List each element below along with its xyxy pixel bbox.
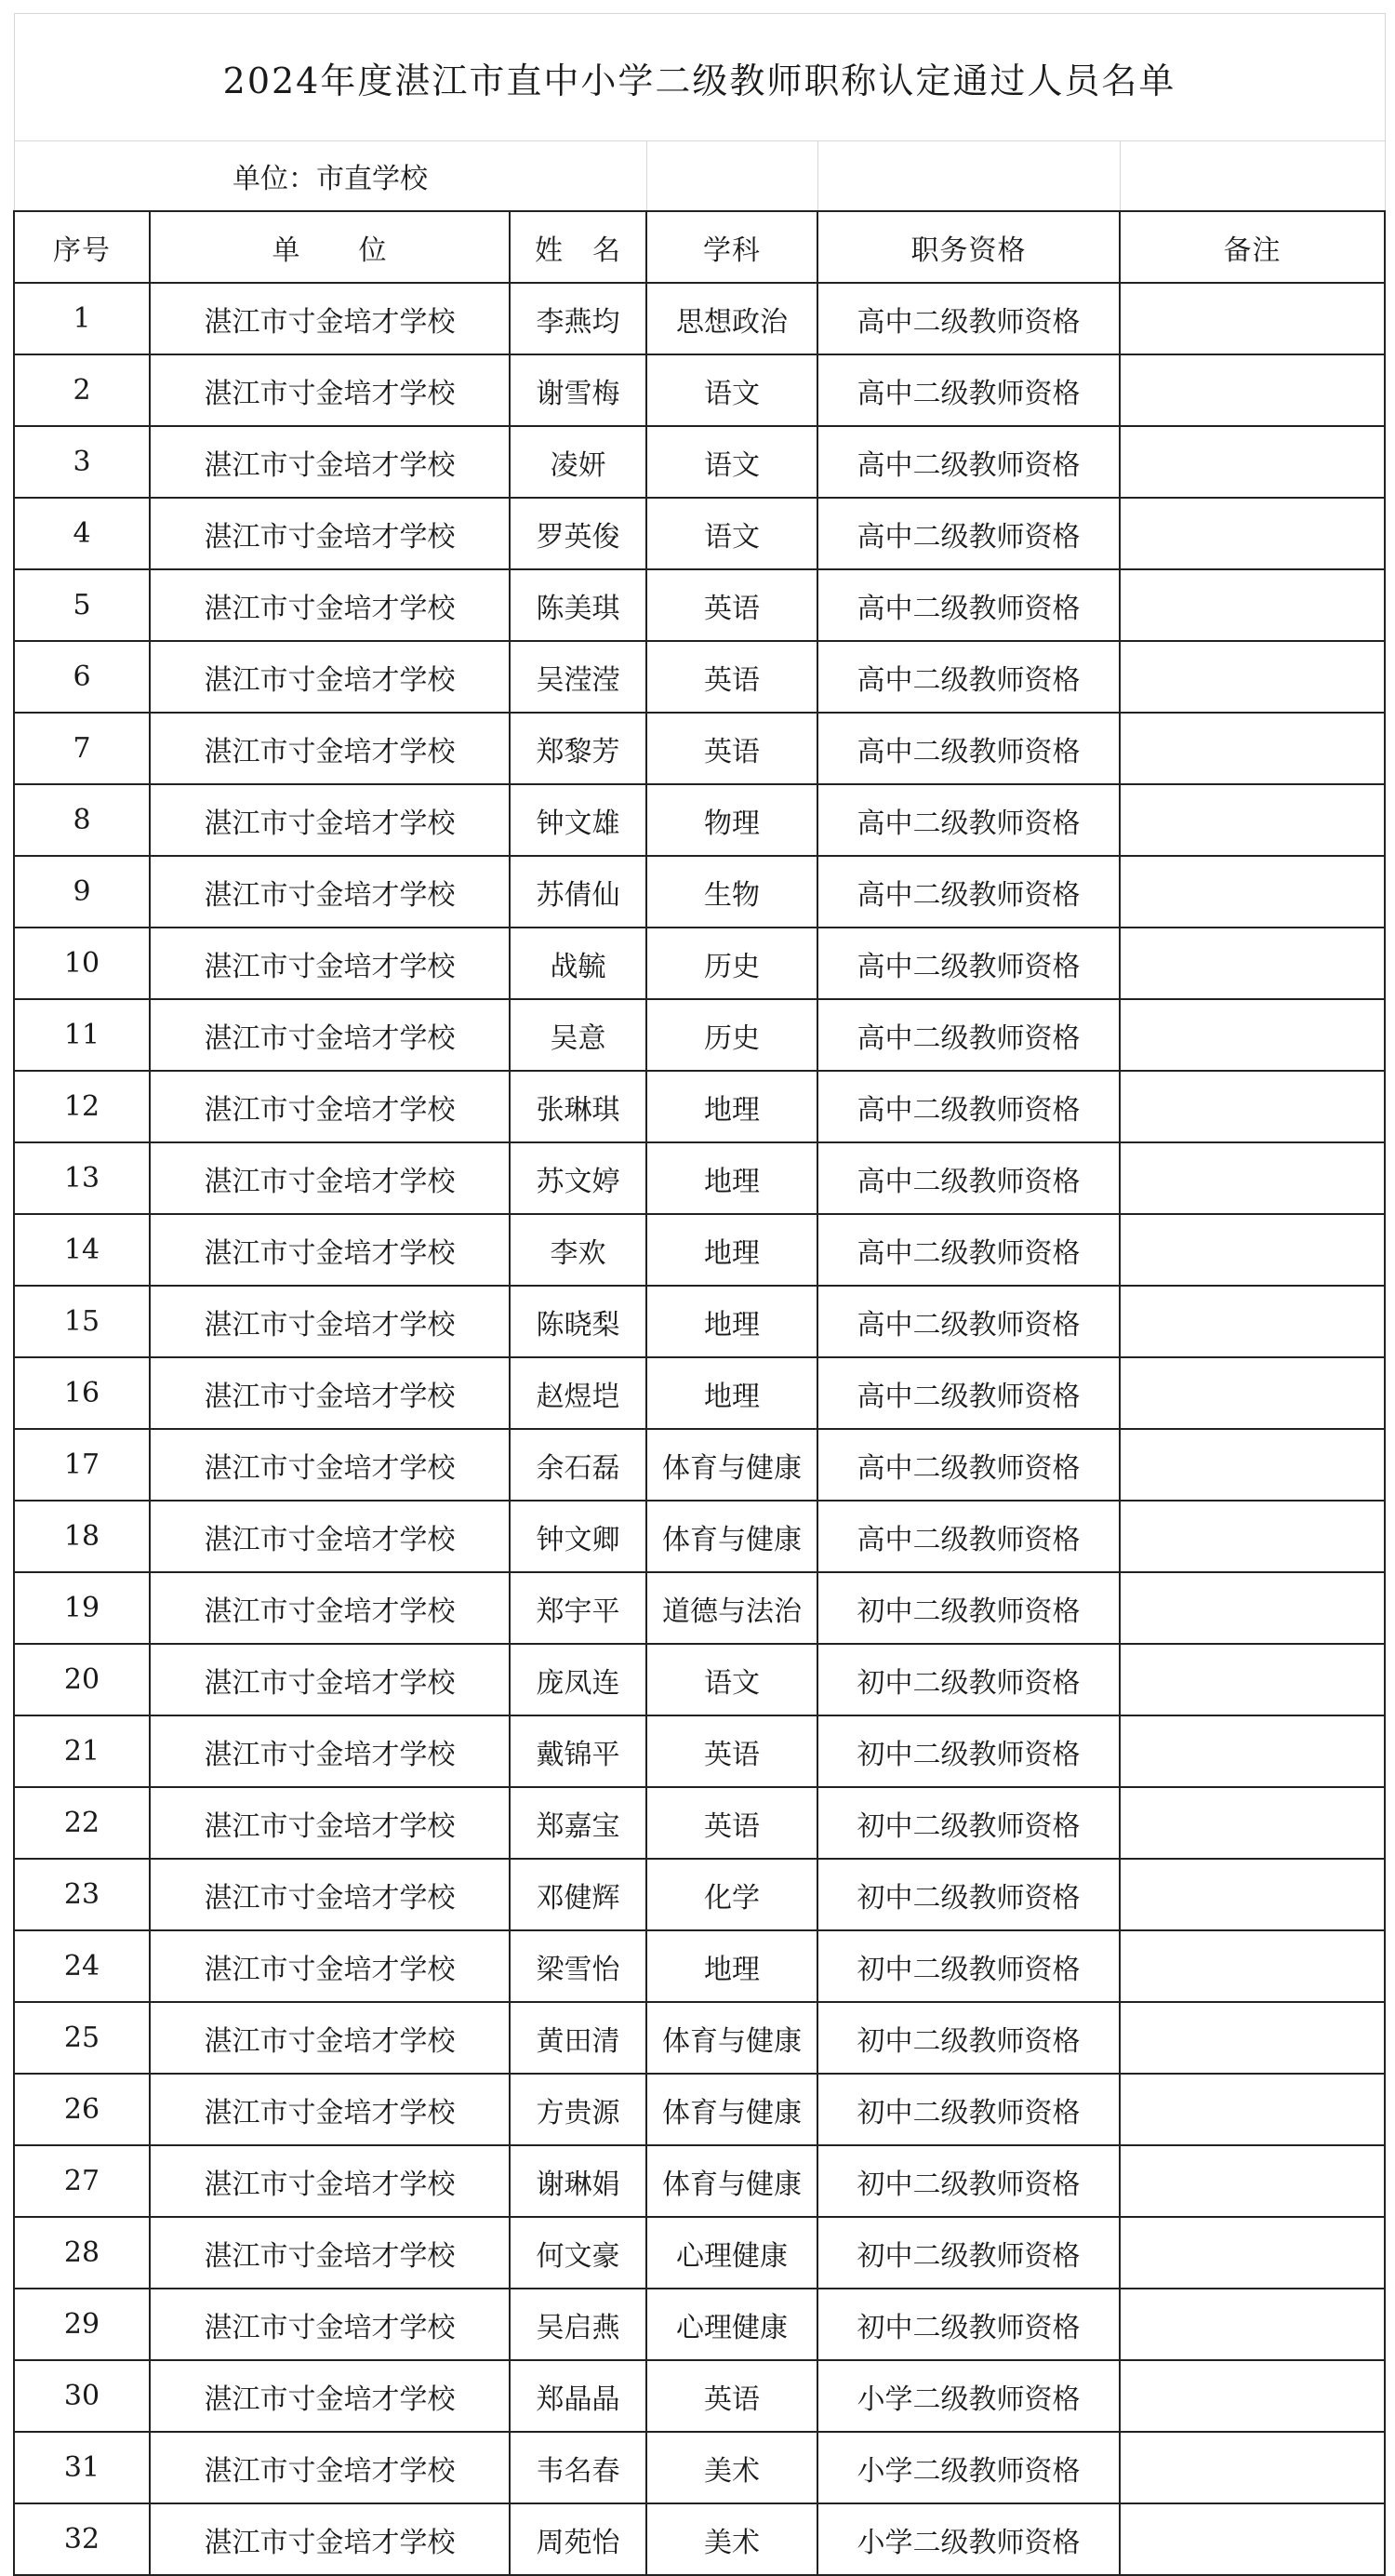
cell-qualification: 高中二级教师资格 [817, 283, 1120, 354]
cell-name: 张琳琪 [510, 1071, 646, 1142]
cell-seq: 9 [14, 856, 150, 928]
title-row [14, 14, 1385, 141]
cell-remark [1120, 569, 1385, 641]
cell-seq: 19 [14, 1572, 150, 1644]
cell-name: 苏文婷 [510, 1142, 646, 1214]
cell-name: 梁雪怡 [510, 1930, 646, 2002]
table-row [14, 713, 1385, 784]
cell-remark [1120, 426, 1385, 498]
cell-remark [1120, 283, 1385, 354]
cell-unit: 湛江市寸金培才学校 [150, 999, 510, 1071]
table-row [14, 2002, 1385, 2074]
cell-remark [1120, 2002, 1385, 2074]
unit-row-empty-cell [1120, 141, 1385, 212]
cell-subject: 语文 [646, 354, 817, 426]
cell-unit: 湛江市寸金培才学校 [150, 569, 510, 641]
cell-unit: 湛江市寸金培才学校 [150, 641, 510, 713]
cell-name: 赵煜垲 [510, 1357, 646, 1429]
cell-seq: 24 [14, 1930, 150, 2002]
cell-name: 何文豪 [510, 2217, 646, 2289]
cell-remark [1120, 2145, 1385, 2217]
cell-unit: 湛江市寸金培才学校 [150, 1429, 510, 1501]
cell-qualification: 初中二级教师资格 [817, 2289, 1120, 2360]
cell-qualification: 初中二级教师资格 [817, 2002, 1120, 2074]
cell-subject: 化学 [646, 1859, 817, 1930]
cell-unit: 湛江市寸金培才学校 [150, 1572, 510, 1644]
cell-name: 韦名春 [510, 2432, 646, 2503]
cell-seq: 16 [14, 1357, 150, 1429]
cell-subject: 地理 [646, 1930, 817, 2002]
cell-name: 谢琳娟 [510, 2145, 646, 2217]
cell-qualification: 高中二级教师资格 [817, 354, 1120, 426]
cell-remark [1120, 1214, 1385, 1286]
cell-subject: 英语 [646, 2360, 817, 2432]
cell-subject: 体育与健康 [646, 2002, 817, 2074]
cell-subject: 地理 [646, 1214, 817, 1286]
cell-name: 苏倩仙 [510, 856, 646, 928]
table-row [14, 1286, 1385, 1357]
cell-name: 方贵源 [510, 2074, 646, 2145]
header-row [14, 211, 1385, 283]
cell-seq: 7 [14, 713, 150, 784]
cell-subject: 语文 [646, 426, 817, 498]
cell-remark [1120, 354, 1385, 426]
cell-qualification: 高中二级教师资格 [817, 713, 1120, 784]
table-row [14, 1644, 1385, 1715]
cell-subject: 历史 [646, 928, 817, 999]
cell-unit: 湛江市寸金培才学校 [150, 2145, 510, 2217]
table-row [14, 784, 1385, 856]
cell-unit: 湛江市寸金培才学校 [150, 1142, 510, 1214]
unit-row [14, 141, 1385, 212]
cell-qualification: 高中二级教师资格 [817, 1501, 1120, 1572]
cell-seq: 8 [14, 784, 150, 856]
cell-unit: 湛江市寸金培才学校 [150, 2217, 510, 2289]
cell-subject: 历史 [646, 999, 817, 1071]
cell-unit: 湛江市寸金培才学校 [150, 784, 510, 856]
cell-seq: 22 [14, 1787, 150, 1859]
cell-name: 陈美琪 [510, 569, 646, 641]
cell-unit: 湛江市寸金培才学校 [150, 2002, 510, 2074]
cell-subject: 体育与健康 [646, 1501, 817, 1572]
cell-qualification: 高中二级教师资格 [817, 928, 1120, 999]
cell-remark [1120, 928, 1385, 999]
cell-unit: 湛江市寸金培才学校 [150, 1859, 510, 1930]
table-row [14, 999, 1385, 1071]
cell-qualification: 初中二级教师资格 [817, 2145, 1120, 2217]
cell-remark [1120, 1286, 1385, 1357]
cell-seq: 13 [14, 1142, 150, 1214]
cell-seq: 20 [14, 1644, 150, 1715]
cell-name: 郑黎芳 [510, 713, 646, 784]
cell-qualification: 高中二级教师资格 [817, 569, 1120, 641]
cell-name: 李燕均 [510, 283, 646, 354]
cell-remark [1120, 1142, 1385, 1214]
cell-subject: 地理 [646, 1071, 817, 1142]
cell-subject: 生物 [646, 856, 817, 928]
cell-remark [1120, 1859, 1385, 1930]
cell-unit: 湛江市寸金培才学校 [150, 426, 510, 498]
cell-subject: 美术 [646, 2432, 817, 2503]
cell-unit: 湛江市寸金培才学校 [150, 1644, 510, 1715]
cell-remark [1120, 1357, 1385, 1429]
cell-qualification: 高中二级教师资格 [817, 1071, 1120, 1142]
table-row [14, 1787, 1385, 1859]
cell-seq: 28 [14, 2217, 150, 2289]
unit-row-empty-cell [646, 141, 817, 212]
header-name: 姓 名 [510, 211, 646, 283]
cell-seq: 32 [14, 2503, 150, 2575]
table-row [14, 1859, 1385, 1930]
cell-seq: 23 [14, 1859, 150, 1930]
cell-qualification: 高中二级教师资格 [817, 1142, 1120, 1214]
cell-subject: 英语 [646, 641, 817, 713]
table-row [14, 1142, 1385, 1214]
cell-subject: 物理 [646, 784, 817, 856]
header-subject: 学科 [646, 211, 817, 283]
unit-label: 单位：市直学校 [14, 141, 646, 212]
cell-name: 吴启燕 [510, 2289, 646, 2360]
cell-seq: 10 [14, 928, 150, 999]
table-row [14, 1429, 1385, 1501]
cell-remark [1120, 2289, 1385, 2360]
cell-qualification: 高中二级教师资格 [817, 856, 1120, 928]
cell-seq: 12 [14, 1071, 150, 1142]
cell-seq: 5 [14, 569, 150, 641]
table-row [14, 2432, 1385, 2503]
header-unit: 单 位 [150, 211, 510, 283]
cell-qualification: 高中二级教师资格 [817, 1214, 1120, 1286]
cell-subject: 美术 [646, 2503, 817, 2575]
cell-subject: 地理 [646, 1142, 817, 1214]
table-row [14, 1501, 1385, 1572]
cell-name: 凌妍 [510, 426, 646, 498]
cell-seq: 25 [14, 2002, 150, 2074]
table-row [14, 2145, 1385, 2217]
cell-qualification: 小学二级教师资格 [817, 2360, 1120, 2432]
cell-name: 周苑怡 [510, 2503, 646, 2575]
cell-unit: 湛江市寸金培才学校 [150, 1286, 510, 1357]
table-row [14, 2217, 1385, 2289]
cell-unit: 湛江市寸金培才学校 [150, 1071, 510, 1142]
cell-subject: 英语 [646, 569, 817, 641]
cell-qualification: 高中二级教师资格 [817, 641, 1120, 713]
cell-name: 李欢 [510, 1214, 646, 1286]
cell-unit: 湛江市寸金培才学校 [150, 1715, 510, 1787]
cell-unit: 湛江市寸金培才学校 [150, 2432, 510, 2503]
cell-subject: 地理 [646, 1357, 817, 1429]
cell-remark [1120, 1787, 1385, 1859]
cell-seq: 17 [14, 1429, 150, 1501]
cell-unit: 湛江市寸金培才学校 [150, 498, 510, 569]
table-row [14, 641, 1385, 713]
cell-remark [1120, 1572, 1385, 1644]
table-row [14, 2074, 1385, 2145]
cell-unit: 湛江市寸金培才学校 [150, 2503, 510, 2575]
cell-unit: 湛江市寸金培才学校 [150, 1214, 510, 1286]
cell-unit: 湛江市寸金培才学校 [150, 1501, 510, 1572]
table-row [14, 1572, 1385, 1644]
header-remark: 备注 [1120, 211, 1385, 283]
cell-subject: 体育与健康 [646, 2074, 817, 2145]
cell-qualification: 初中二级教师资格 [817, 1572, 1120, 1644]
cell-name: 陈晓梨 [510, 1286, 646, 1357]
cell-name: 谢雪梅 [510, 354, 646, 426]
cell-remark [1120, 1501, 1385, 1572]
cell-subject: 语文 [646, 1644, 817, 1715]
table-row [14, 1071, 1385, 1142]
cell-remark [1120, 1071, 1385, 1142]
cell-remark [1120, 2217, 1385, 2289]
cell-remark [1120, 784, 1385, 856]
cell-name: 庞凤连 [510, 1644, 646, 1715]
cell-remark [1120, 641, 1385, 713]
cell-remark [1120, 498, 1385, 569]
cell-seq: 26 [14, 2074, 150, 2145]
table-row [14, 2289, 1385, 2360]
cell-qualification: 高中二级教师资格 [817, 1286, 1120, 1357]
table-row [14, 1930, 1385, 2002]
cell-seq: 14 [14, 1214, 150, 1286]
table-row [14, 498, 1385, 569]
table-row [14, 569, 1385, 641]
cell-name: 战毓 [510, 928, 646, 999]
cell-seq: 30 [14, 2360, 150, 2432]
cell-seq: 27 [14, 2145, 150, 2217]
cell-remark [1120, 2360, 1385, 2432]
cell-seq: 29 [14, 2289, 150, 2360]
cell-unit: 湛江市寸金培才学校 [150, 2074, 510, 2145]
cell-seq: 4 [14, 498, 150, 569]
cell-qualification: 初中二级教师资格 [817, 1787, 1120, 1859]
cell-seq: 1 [14, 283, 150, 354]
cell-subject: 英语 [646, 713, 817, 784]
cell-name: 郑宇平 [510, 1572, 646, 1644]
cell-name: 郑晶晶 [510, 2360, 646, 2432]
cell-unit: 湛江市寸金培才学校 [150, 1357, 510, 1429]
table-row [14, 1715, 1385, 1787]
cell-subject: 心理健康 [646, 2217, 817, 2289]
cell-qualification: 高中二级教师资格 [817, 426, 1120, 498]
table-row [14, 856, 1385, 928]
unit-row-empty-cell [817, 141, 1120, 212]
cell-subject: 语文 [646, 498, 817, 569]
cell-qualification: 高中二级教师资格 [817, 498, 1120, 569]
cell-qualification: 初中二级教师资格 [817, 1644, 1120, 1715]
cell-seq: 3 [14, 426, 150, 498]
cell-unit: 湛江市寸金培才学校 [150, 928, 510, 999]
table-row [14, 928, 1385, 999]
cell-name: 邓健辉 [510, 1859, 646, 1930]
cell-name: 戴锦平 [510, 1715, 646, 1787]
cell-qualification: 高中二级教师资格 [817, 1357, 1120, 1429]
cell-unit: 湛江市寸金培才学校 [150, 2360, 510, 2432]
cell-remark [1120, 2074, 1385, 2145]
cell-qualification: 初中二级教师资格 [817, 1859, 1120, 1930]
cell-remark [1120, 856, 1385, 928]
cell-qualification: 小学二级教师资格 [817, 2503, 1120, 2575]
cell-name: 罗英俊 [510, 498, 646, 569]
cell-remark [1120, 2503, 1385, 2575]
cell-qualification: 初中二级教师资格 [817, 2074, 1120, 2145]
cell-name: 余石磊 [510, 1429, 646, 1501]
cell-qualification: 高中二级教师资格 [817, 999, 1120, 1071]
cell-unit: 湛江市寸金培才学校 [150, 354, 510, 426]
cell-unit: 湛江市寸金培才学校 [150, 1787, 510, 1859]
cell-seq: 15 [14, 1286, 150, 1357]
page-title: 2024年度湛江市直中小学二级教师职称认定通过人员名单 [14, 14, 1385, 141]
cell-seq: 11 [14, 999, 150, 1071]
cell-seq: 21 [14, 1715, 150, 1787]
cell-unit: 湛江市寸金培才学校 [150, 856, 510, 928]
cell-qualification: 高中二级教师资格 [817, 1429, 1120, 1501]
header-seq: 序号 [14, 211, 150, 283]
cell-seq: 2 [14, 354, 150, 426]
cell-qualification: 初中二级教师资格 [817, 2217, 1120, 2289]
header-qualification: 职务资格 [817, 211, 1120, 283]
table-row [14, 1214, 1385, 1286]
cell-remark [1120, 1930, 1385, 2002]
table-row [14, 1357, 1385, 1429]
cell-name: 钟文雄 [510, 784, 646, 856]
cell-qualification: 高中二级教师资格 [817, 784, 1120, 856]
cell-remark [1120, 1429, 1385, 1501]
cell-subject: 英语 [646, 1787, 817, 1859]
cell-subject: 地理 [646, 1286, 817, 1357]
roster-body [14, 14, 1385, 2576]
cell-name: 黄田清 [510, 2002, 646, 2074]
table-row [14, 426, 1385, 498]
cell-subject: 体育与健康 [646, 2145, 817, 2217]
cell-remark [1120, 1715, 1385, 1787]
roster-table [13, 13, 1386, 2576]
cell-remark [1120, 999, 1385, 1071]
cell-unit: 湛江市寸金培才学校 [150, 283, 510, 354]
cell-qualification: 初中二级教师资格 [817, 1715, 1120, 1787]
cell-qualification: 小学二级教师资格 [817, 2432, 1120, 2503]
cell-seq: 18 [14, 1501, 150, 1572]
cell-subject: 思想政治 [646, 283, 817, 354]
cell-unit: 湛江市寸金培才学校 [150, 2289, 510, 2360]
cell-subject: 英语 [646, 1715, 817, 1787]
cell-name: 郑嘉宝 [510, 1787, 646, 1859]
table-row [14, 354, 1385, 426]
cell-name: 钟文卿 [510, 1501, 646, 1572]
cell-seq: 31 [14, 2432, 150, 2503]
cell-name: 吴意 [510, 999, 646, 1071]
cell-remark [1120, 2432, 1385, 2503]
cell-subject: 道德与法治 [646, 1572, 817, 1644]
cell-remark [1120, 1644, 1385, 1715]
cell-unit: 湛江市寸金培才学校 [150, 713, 510, 784]
cell-remark [1120, 713, 1385, 784]
cell-subject: 心理健康 [646, 2289, 817, 2360]
cell-subject: 体育与健康 [646, 1429, 817, 1501]
cell-name: 吴滢滢 [510, 641, 646, 713]
cell-qualification: 初中二级教师资格 [817, 1930, 1120, 2002]
table-row [14, 2503, 1385, 2575]
table-row [14, 283, 1385, 354]
cell-seq: 6 [14, 641, 150, 713]
table-row [14, 2360, 1385, 2432]
cell-unit: 湛江市寸金培才学校 [150, 1930, 510, 2002]
